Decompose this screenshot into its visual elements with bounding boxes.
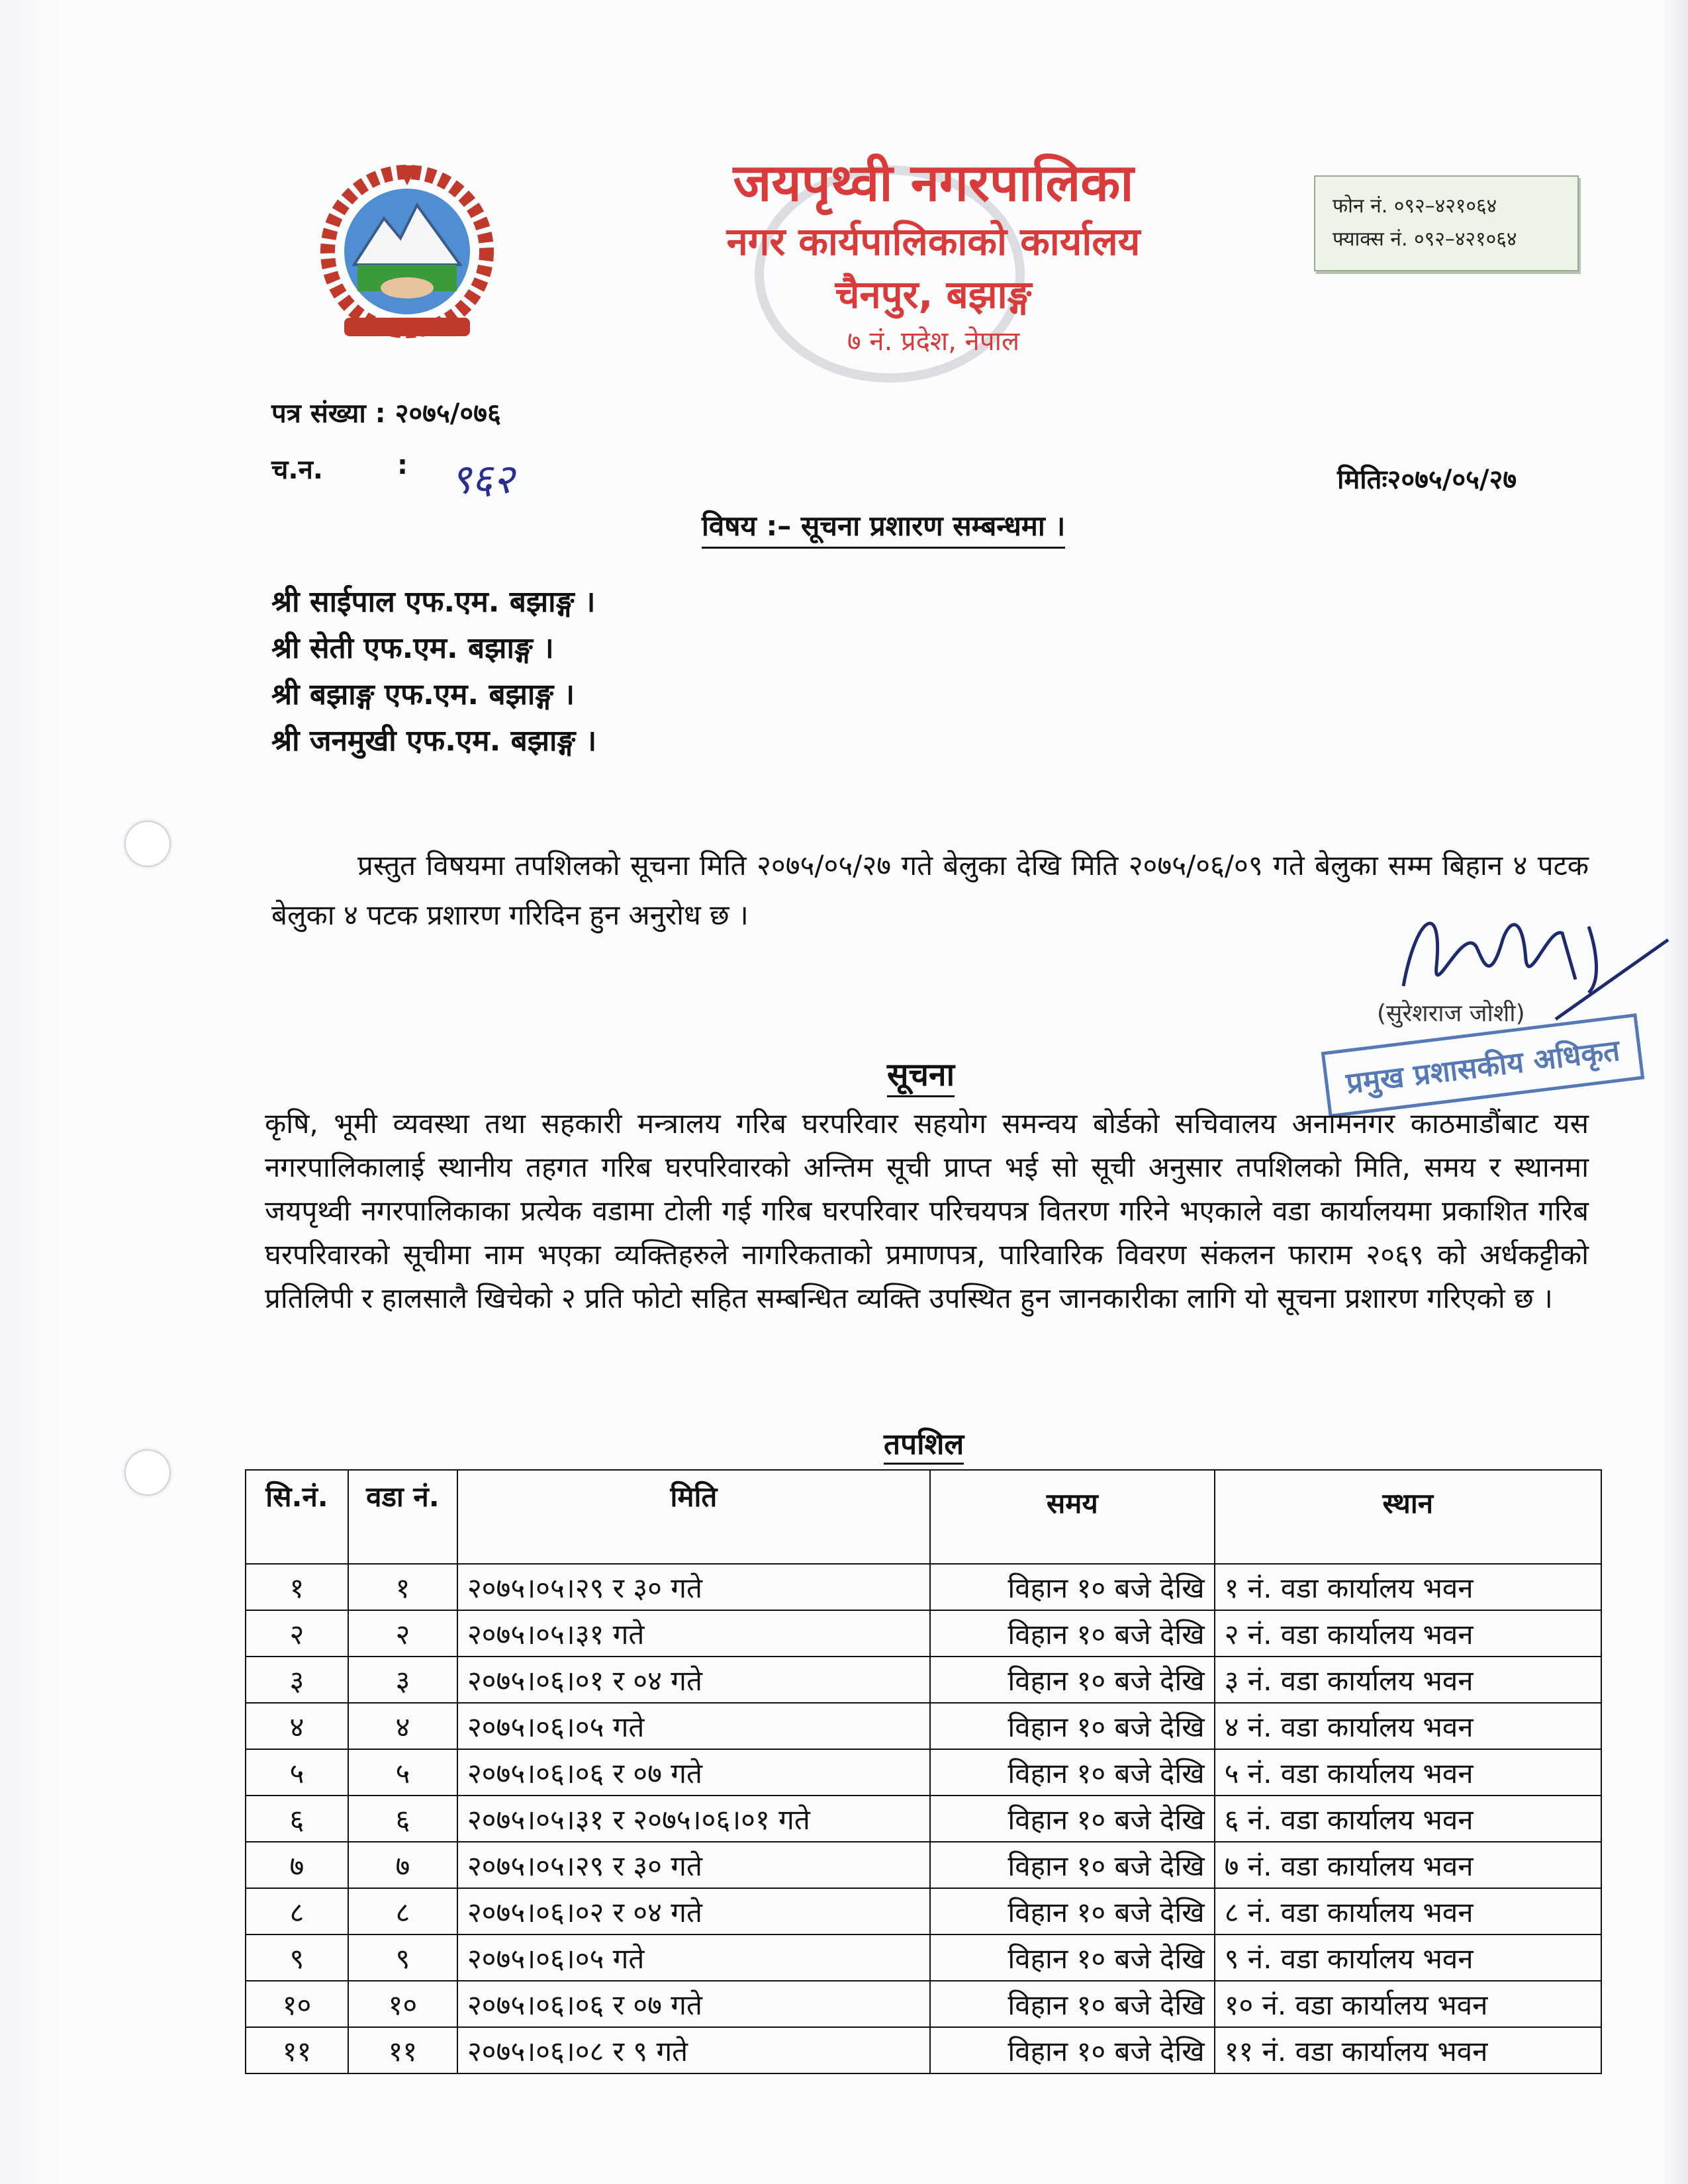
subject-line: विषय :– सूचना प्रशारण सम्बन्धमा । [702, 506, 1065, 549]
table-cell: २०७५।०५।२९ र ३० गते [457, 1564, 930, 1610]
dispatch-number-handwritten: ९६२ [450, 455, 514, 503]
office-name: नगर कार्यपालिकाको कार्यालय [726, 219, 1141, 264]
table-cell: १ [246, 1564, 348, 1610]
table-cell: ७ [246, 1842, 348, 1888]
table-cell: ५ [246, 1749, 348, 1796]
notice-heading: सूचना [887, 1052, 955, 1097]
table-cell: ४ [246, 1703, 348, 1749]
request-paragraph: प्रस्तुत विषयमा तपशिलको सूचना मिति २०७५/०५/२७ गते बेलुका देखि मिति २०७५/०६/०९ गते बेलुका सम्म बिहान ४ पटक बेलुका ४ पटक प्रशारण गरिदिन हुन अनुरोध छ । [271, 849, 1589, 931]
table-cell: विहान १० बजे देखि [930, 1842, 1215, 1888]
table-cell: विहान १० बजे देखि [930, 1888, 1215, 1934]
table-cell: २०७५।०५।३१ र २०७५।०६।०१ गते [457, 1796, 930, 1842]
dispatch-colon: : [397, 450, 408, 480]
municipality-name: जयपृथ्वी नगरपालिका [733, 154, 1134, 213]
table-cell: २ [246, 1610, 348, 1657]
table-cell: विहान १० बजे देखि [930, 1703, 1215, 1749]
table-cell: ११ [348, 2027, 457, 2073]
table-cell: २०७५।०६।०६ र ०७ गते [457, 1981, 930, 2027]
recipient: श्री सेती एफ.एम. बझाङ्ग । [271, 631, 554, 665]
punch-hole-top [124, 821, 171, 867]
table-cell: ५ नं. वडा कार्यालय भवन [1215, 1749, 1601, 1796]
table-cell: २ नं. वडा कार्यालय भवन [1215, 1610, 1601, 1657]
table-cell: १० नं. वडा कार्यालय भवन [1215, 1981, 1601, 2027]
table-cell: ११ नं. वडा कार्यालय भवन [1215, 2027, 1601, 2073]
table-cell: विहान १० बजे देखि [930, 2027, 1215, 2073]
table-cell: विहान १० बजे देखि [930, 1934, 1215, 1981]
letterhead [635, 152, 1231, 362]
table-cell: २०७५।०६।०५ गते [457, 1703, 930, 1749]
table-cell: ९ [246, 1934, 348, 1981]
table-cell: ४ [348, 1703, 457, 1749]
table-row [246, 1888, 1601, 1934]
office-location: चैनपुर, बझाङ्ग [835, 272, 1032, 317]
table-cell: विहान १० बजे देखि [930, 1796, 1215, 1842]
table-cell: ८ [246, 1888, 348, 1934]
table-cell: १० [246, 1981, 348, 2027]
province-line: ७ नं. प्रदेश, नेपाल [847, 326, 1020, 357]
table-cell: ९ [348, 1934, 457, 1981]
column-header: मिति [457, 1470, 930, 1564]
table-cell: विहान १० बजे देखि [930, 1981, 1215, 2027]
table-row [246, 1981, 1601, 2027]
fax-number: फ्याक्स नं. ०९२–४२१०६४ [1333, 228, 1517, 251]
table-cell: ४ नं. वडा कार्यालय भवन [1215, 1703, 1601, 1749]
letter-number: पत्र संख्या : २०७५/०७६ [271, 398, 501, 429]
dispatch-label: च.न. [271, 455, 323, 485]
recipient: श्री जनमुखी एफ.एम. बझाङ्ग । [271, 724, 597, 758]
table-cell: १ नं. वडा कार्यालय भवन [1215, 1564, 1601, 1610]
letter-date: मितिः२०७५/०५/२७ [1337, 465, 1517, 495]
recipient: श्री बझाङ्ग एफ.एम. बझाङ्ग । [271, 678, 575, 711]
table-row [246, 1703, 1601, 1749]
table-cell: ९ नं. वडा कार्यालय भवन [1215, 1934, 1601, 1981]
schedule-heading: तपशिल [884, 1423, 964, 1465]
signer-name: (सुरेशराज जोशी) [1377, 1000, 1525, 1027]
table-cell: ३ [246, 1657, 348, 1703]
column-header: सि.नं. [246, 1470, 348, 1564]
table-header-row [246, 1470, 1601, 1564]
table-row [246, 1657, 1601, 1703]
contact-box [1314, 175, 1579, 271]
table-cell: २०७५।०५।३१ गते [457, 1610, 930, 1657]
table-cell: १ [348, 1564, 457, 1610]
table-cell: २०७५।०६।०१ र ०४ गते [457, 1657, 930, 1703]
schedule-table [245, 1469, 1602, 2074]
table-cell: ६ नं. वडा कार्यालय भवन [1215, 1796, 1601, 1842]
punch-hole-bottom [124, 1449, 171, 1496]
column-header: वडा नं. [348, 1470, 457, 1564]
column-header: समय [930, 1470, 1215, 1564]
table-cell: विहान १० बजे देखि [930, 1610, 1215, 1657]
page-edge-left [0, 0, 70, 2184]
table-row [246, 1934, 1601, 1981]
column-header: स्थान [1215, 1470, 1601, 1564]
table-cell: ६ [348, 1796, 457, 1842]
nepal-emblem-icon [318, 159, 496, 357]
table-cell: २०७५।०६।०५ गते [457, 1934, 930, 1981]
table-cell: ६ [246, 1796, 348, 1842]
table-cell: ३ नं. वडा कार्यालय भवन [1215, 1657, 1601, 1703]
table-cell: ८ [348, 1888, 457, 1934]
table-row [246, 1749, 1601, 1796]
table-cell: विहान १० बजे देखि [930, 1657, 1215, 1703]
table-cell: ७ [348, 1842, 457, 1888]
table-cell: २०७५।०६।०२ र ०४ गते [457, 1888, 930, 1934]
recipient-list [271, 579, 596, 764]
table-cell: १० [348, 1981, 457, 2027]
phone-number: फोन नं. ०९२–४२१०६४ [1333, 195, 1497, 218]
table-cell: ८ नं. वडा कार्यालय भवन [1215, 1888, 1601, 1934]
recipient: श्री साईपाल एफ.एम. बझाङ्ग । [271, 585, 596, 619]
table-cell: २ [348, 1610, 457, 1657]
table-row [246, 1564, 1601, 1610]
table-cell: ५ [348, 1749, 457, 1796]
table-cell: ७ नं. वडा कार्यालय भवन [1215, 1842, 1601, 1888]
table-cell: विहान १० बजे देखि [930, 1749, 1215, 1796]
table-cell: ३ [348, 1657, 457, 1703]
table-row [246, 1842, 1601, 1888]
designation-stamp: प्रमुख प्रशासकीय अधिकृत [1321, 1013, 1645, 1118]
table-cell: २०७५।०६।०६ र ०७ गते [457, 1749, 930, 1796]
page-edge-right [1662, 0, 1688, 2184]
table-row [246, 2027, 1601, 2073]
table-row [246, 1610, 1601, 1657]
notice-body: कृषि, भूमी व्यवस्था तथा सहकारी मन्त्रालय गरिब घरपरिवार सहयोग समन्वय बोर्डको सचिवालय अनामनगर काठमाडौंबाट यस नगरपालिकालाई स्थानीय तहगत गरिब घरपरिवारको अन्तिम सूची प्राप्त भई सो सूची अनुसार तपशिलको मिति, समय र स्थानमा जयपृथ्वी नगरपालिकाका प्रत्येक वडामा टोली गई गरिब घरपरिवार परिचयपत्र वितरण गरिने भएकाले वडा कार्यालयमा प्रकाशित गरिब घरपरिवारको सूचीमा नाम भएका व्यक्तिहरुले नागरिकताको प्रमाणपत्र, पारिवारिक विवरण संकलन फाराम २०६९ को अर्धकट्टीको प्रतिलिपी र हालसालै खिचेको २ प्रति फोटो सहित सम्बन्धित व्यक्ति उपस्थित हुन जानकारीका लागि यो सूचना प्रशारण गरिएको छ । [265, 1107, 1589, 1314]
table-cell: ११ [246, 2027, 348, 2073]
table-cell: विहान १० बजे देखि [930, 1564, 1215, 1610]
table-row [246, 1796, 1601, 1842]
table-cell: २०७५।०६।०८ र ९ गते [457, 2027, 930, 2073]
table-cell: २०७५।०५।२९ र ३० गते [457, 1842, 930, 1888]
